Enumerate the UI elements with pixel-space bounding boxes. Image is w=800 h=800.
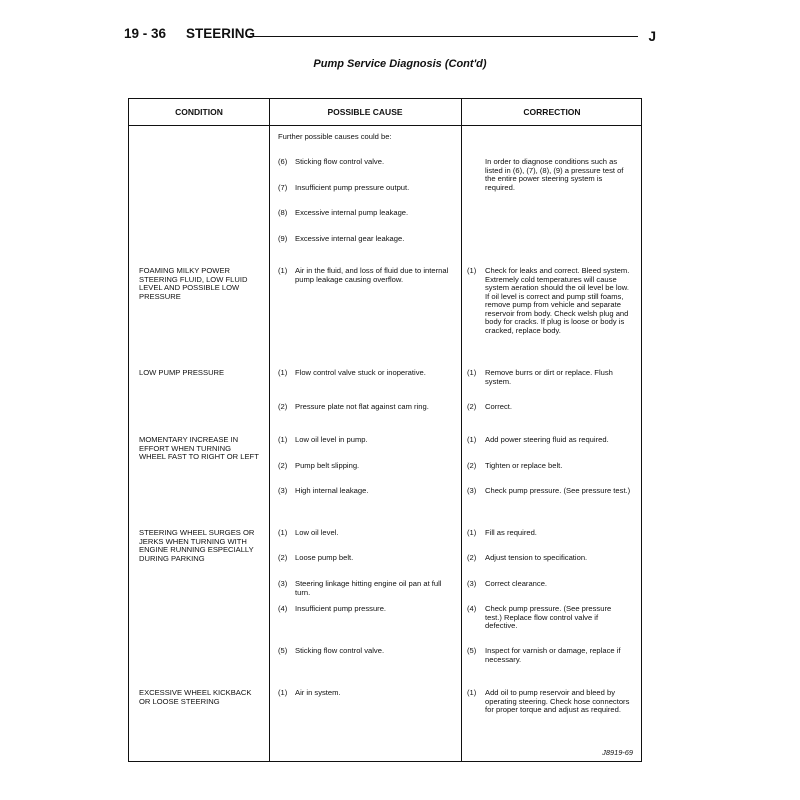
page-title: Pump Service Diagnosis (Cont'd) — [313, 58, 487, 70]
cause-text: Air in system. — [295, 688, 341, 697]
correction-number: (1) — [467, 435, 477, 444]
correction-text: Correct. — [485, 402, 513, 411]
correction-number: (1) — [467, 688, 477, 697]
correction-text: Fill as required. — [485, 528, 537, 537]
column-header-cause: POSSIBLE CAUSE — [327, 107, 403, 117]
correction-text: Inspect for varnish or damage, replace if necessary. — [485, 646, 621, 664]
correction-text: Remove burrs or dirt or replace. Flush system. — [485, 368, 613, 386]
page-header — [124, 26, 664, 44]
correction-number: (3) — [467, 486, 477, 495]
cause-number: (1) — [278, 266, 288, 275]
cause-number: (7) — [278, 183, 288, 192]
cause-number: (3) — [278, 486, 288, 495]
cause-text: Insufficient pump pressure output. — [295, 183, 410, 192]
condition-wheel-surges: STEERING WHEEL SURGES OR JERKS WHEN TURNING WITH ENGINE RUNNING ESPECIALLY DURING PARKING — [139, 528, 255, 563]
correction-text: Check pump pressure. (See pressure test.) — [485, 486, 631, 495]
cause-text: Sticking flow control valve. — [295, 646, 385, 655]
correction-text: Tighten or replace belt. — [485, 461, 563, 470]
section-title: STEERING — [186, 26, 256, 41]
column-divider — [269, 99, 270, 761]
cause-text: Low oil level in pump. — [295, 435, 368, 444]
correction-text: Adjust tension to specification. — [485, 553, 588, 562]
correction-text: Add oil to pump reservoir and bleed by operating steering. Check hose connectors for proper torque and adjust as required. — [485, 688, 630, 714]
condition-foaming: FOAMING MILKY POWER STEERING FLUID, LOW FLUID LEVEL AND POSSIBLE LOW PRESSURE — [139, 266, 248, 301]
cause-number: (5) — [278, 646, 288, 655]
cause-text: Loose pump belt. — [295, 553, 354, 562]
correction-number: (1) — [467, 266, 477, 275]
correction-number: (2) — [467, 402, 477, 411]
header-rule — [246, 36, 638, 37]
cause-text: High internal leakage. — [295, 486, 369, 495]
cause-number: (4) — [278, 604, 288, 613]
cause-text: Air in the fluid, and loss of fluid due to internal pump leakage causing overflow. — [295, 266, 449, 284]
page-number: 19 - 36 — [124, 26, 167, 41]
cause-text: Insufficient pump pressure. — [295, 604, 387, 613]
cause-number: (6) — [278, 157, 288, 166]
correction-number: (3) — [467, 579, 477, 588]
cause-number: (3) — [278, 579, 288, 588]
cause-number: (1) — [278, 528, 288, 537]
cause-number: (1) — [278, 688, 288, 697]
correction-number: (5) — [467, 646, 477, 655]
cause-text: Excessive internal gear leakage. — [295, 234, 405, 243]
cause-text: Sticking flow control valve. — [295, 157, 385, 166]
header-divider — [129, 125, 641, 126]
cause-number: (1) — [278, 435, 288, 444]
condition-excessive-kickback: EXCESSIVE WHEEL KICKBACK OR LOOSE STEERING — [139, 688, 252, 706]
cause-number: (2) — [278, 402, 288, 411]
column-divider — [461, 99, 462, 761]
cause-text: Low oil level. — [295, 528, 339, 537]
cause-number: (2) — [278, 461, 288, 470]
condition-momentary-increase: MOMENTARY INCREASE IN EFFORT WHEN TURNING WHEEL FAST TO RIGHT OR LEFT — [139, 435, 259, 461]
correction-text: Check for leaks and correct. Bleed system. Extremely cold temperatures will cause system aeration should the oil level be low. If oil level is correct and pump still foams, remove pump from vehicle and separate reservoir from body. Check welsh plug and body for cracks. If plug is loose or body is cracked, replace body. — [485, 266, 630, 335]
cause-text: Steering linkage hitting engine oil pan at full turn. — [295, 579, 442, 597]
correction-number: (4) — [467, 604, 477, 613]
column-header-condition: CONDITION — [175, 107, 223, 117]
correction-number: (1) — [467, 528, 477, 537]
correction-number: (1) — [467, 368, 477, 377]
correction-number: (2) — [467, 553, 477, 562]
cause-number: (9) — [278, 234, 288, 243]
cause-text: Excessive internal pump leakage. — [295, 208, 409, 217]
cause-text: Pump belt slipping. — [295, 461, 360, 470]
cause-number: (1) — [278, 368, 288, 377]
column-header-correction: CORRECTION — [523, 107, 581, 117]
cause-number: (8) — [278, 208, 288, 217]
condition-low-pump-pressure: LOW PUMP PRESSURE — [139, 368, 225, 377]
correction-text: Check pump pressure. (See pressure test.) Replace flow control valve if defective. — [485, 604, 612, 630]
correction-text: In order to diagnose conditions such as listed in (6), (7), (8), (9) a pressure test of the entire power steering system is required. — [485, 157, 624, 192]
correction-text: Add power steering fluid as required. — [485, 435, 609, 444]
correction-text: Correct clearance. — [485, 579, 548, 588]
intro-text: Further possible causes could be: — [278, 132, 392, 141]
cause-number: (2) — [278, 553, 288, 562]
edition-letter: J — [648, 29, 656, 44]
diagnosis-table — [128, 98, 642, 762]
cause-text: Pressure plate not flat against cam ring. — [295, 402, 429, 411]
cause-text: Flow control valve stuck or inoperative. — [295, 368, 426, 377]
figure-id: J8919-69 — [602, 748, 633, 757]
correction-number: (2) — [467, 461, 477, 470]
